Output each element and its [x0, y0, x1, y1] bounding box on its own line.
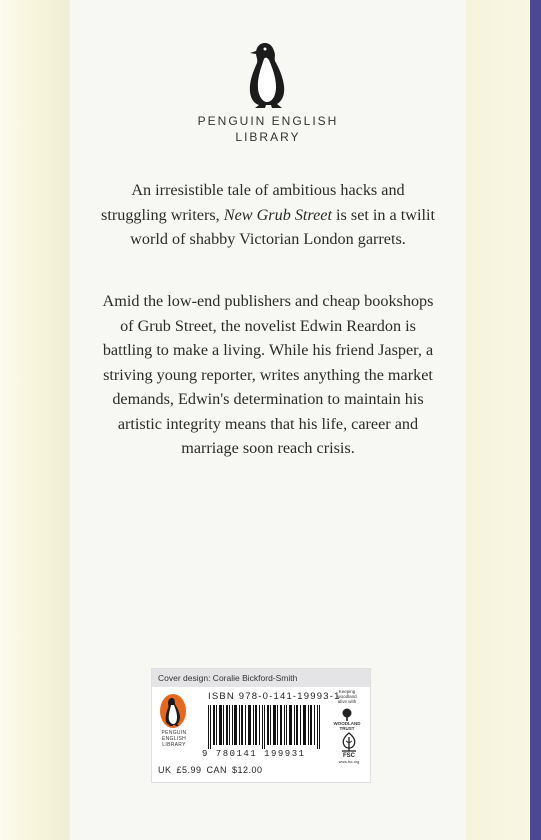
mini-imprint-line: ENGLISH: [161, 736, 187, 742]
penguin-icon: [243, 40, 293, 110]
woodland-line: woodland: [337, 694, 357, 699]
mini-imprint-line: LIBRARY: [162, 742, 186, 748]
blurb-text-1a: An irresistible tale of ambitious hacks and struggling writers,: [101, 181, 405, 224]
blurb-paragraph-2: [100, 289, 436, 461]
woodland-name-line: TRUST: [339, 726, 355, 731]
cover-credit: Cover design: Coralie Bickford-Smith: [152, 669, 370, 687]
fsc-tree-icon: [338, 731, 360, 753]
woodland-name-line: WOODLAND: [333, 721, 361, 726]
woodland-line: Keeping: [338, 689, 356, 694]
tree-icon: [338, 708, 356, 722]
imprint-line-2: LIBRARY: [235, 130, 301, 144]
barcode-panel: [151, 668, 371, 783]
imprint-line-1: PENGUIN ENGLISH: [197, 114, 339, 128]
left-flap: [0, 0, 70, 840]
right-flap: [466, 0, 530, 840]
price-label: UK £5.99 CAN $12.00: [158, 765, 263, 775]
fsc-url: www.fsc.org: [338, 760, 360, 764]
isbn-number: ISBN 978-0-141-19993-1: [208, 691, 341, 702]
mini-imprint: [152, 730, 196, 748]
woodland-line: alive with: [337, 699, 357, 704]
barcode-icon: [208, 705, 320, 749]
fsc-label: FSC: [343, 753, 355, 759]
woodland-text: [328, 689, 366, 704]
imprint-name: [168, 113, 368, 145]
blurb-text-2: Amid the low-end publishers and cheap bookshops of Grub Street, the novelist Edwin Reardon is battling to make a living. While his friend Jasper, a striving young reporter, writes anything the market demands, Edwin's determination to maintain his artistic integrity means that his life, career and marriage soon reach crisis.: [102, 292, 434, 457]
blurb-text-1b: is set in a twilit world of shabby Victorian London garrets.: [130, 205, 435, 248]
blurb-paragraph-1: [100, 178, 436, 252]
woodland-trust-name: [328, 721, 366, 731]
mini-imprint-line: PENGUIN: [161, 730, 187, 736]
penguin-badge-icon: [158, 693, 188, 729]
spine-edge: [530, 0, 541, 840]
book-title: New Grub Street: [223, 205, 332, 224]
barcode-number: 9 780141 199931: [202, 749, 306, 759]
